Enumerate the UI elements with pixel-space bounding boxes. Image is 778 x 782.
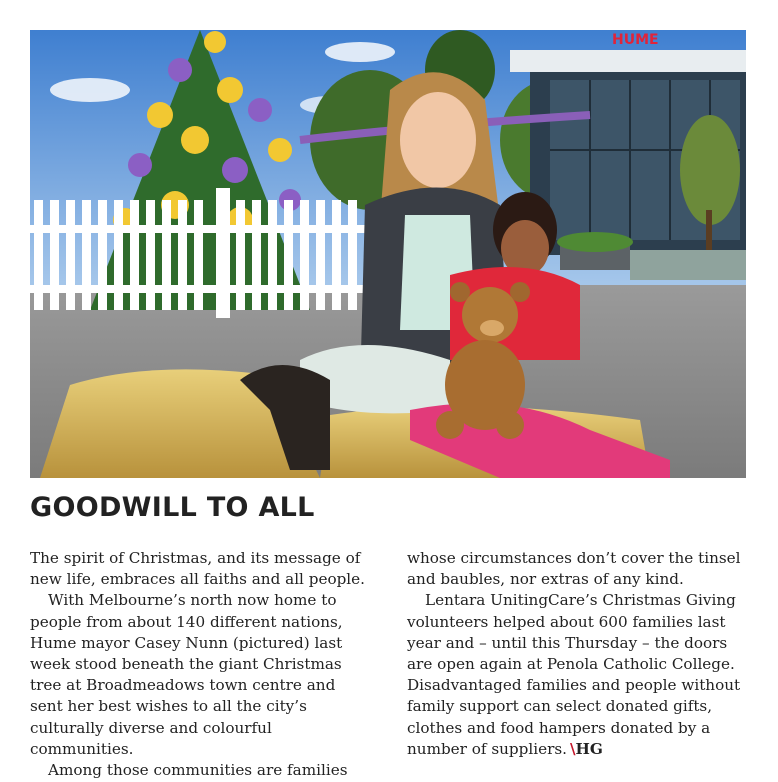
article-headline: GOODWILL TO ALL — [30, 492, 315, 523]
paragraph: whose circumstances don’t cover the tinsel and baubles, nor extras of any kind. — [407, 549, 741, 589]
byline: HG — [575, 739, 603, 758]
building-sign: HUME — [612, 32, 659, 48]
article-column-left — [30, 548, 370, 781]
paragraph-final — [407, 590, 747, 760]
paragraph-text: Lentara UnitingCare’s Christmas Giving volunteers helped about 600 families last year and – until this Thursday – the doors are open again at Penola Catholic College. Disadvantaged families and people without family support can select donated gifts, clothes and food hampers donated by a number of suppliers. — [407, 591, 741, 758]
byline-slash: \ — [569, 739, 576, 758]
paragraph: With Melbourne’s north now home to people from about 140 different nations, Hume mayor Casey Nunn (pictured) last week stood beneath the giant Christmas tree at Broadmeadows town centre and sent her best wishes to all the city’s culturally diverse and colourful communities. — [30, 591, 343, 758]
photo-illustration — [30, 30, 746, 478]
article-photo — [30, 30, 746, 478]
paragraph: Among those communities are families — [48, 761, 348, 780]
paragraph: The spirit of Christmas, and its message of new life, embraces all faiths and all people. — [30, 549, 365, 589]
article-column-right — [407, 548, 747, 760]
